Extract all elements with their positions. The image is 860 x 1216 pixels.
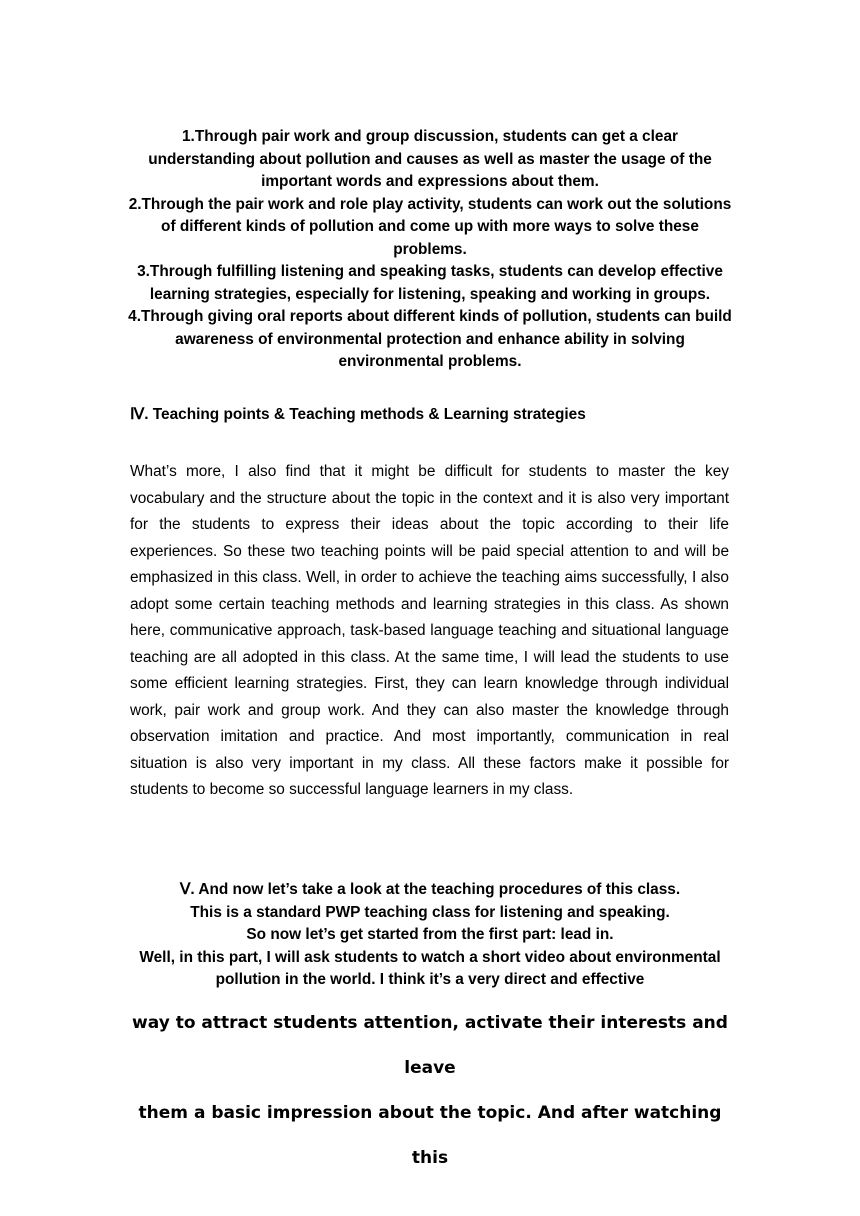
teaching-aim-4: 4.Through giving oral reports about different kinds of pollution, students can build awareness of environmental protection and enhance ability in solving environmental problems. [128,308,732,370]
section-5-continuation [128,1001,732,1181]
section-5-intro [128,879,732,992]
section-4-heading: Ⅳ. Teaching points & Teaching methods & Learning strategies [130,406,586,423]
teaching-aim-1: 1.Through pair work and group discussion, students can get a clear understanding about pollution and causes as well as master the usage of the important words and expressions about them. [148,128,712,190]
teaching-aims-list [128,126,732,374]
section-5-line-3: So now let’s get started from the first part: lead in. [246,926,614,943]
section-5-large-line-2: them a basic impression about the topic. And after watching this [138,1103,722,1168]
teaching-aim-3: 3.Through fulfilling listening and speaking tasks, students can develop effective learning strategies, especially for listening, speaking and working in groups. [137,263,723,303]
teaching-aim-2: 2.Through the pair work and role play activity, students can work out the solutions of different kinds of pollution and come up with more ways to solve these problems. [128,195,732,258]
section-5-line-4: Well, in this part, I will ask students to watch a short video about environmental pollution in the world. I think it’s a very direct and effective [139,948,721,988]
section-5-large-line-1: way to attract students attention, activate their interests and leave [132,1013,728,1078]
section-5-line-1: Ⅴ. And now let’s take a look at the teaching procedures of this class. [179,881,681,898]
section-5-line-2: This is a standard PWP teaching class for listening and speaking. [190,903,670,921]
section-4-paragraph: What’s more, I also find that it might be difficult for students to master the key vocabulary and the structure about the topic in the context and it is also very important for the students to express their ideas about the topic according to their life experiences. So these two teaching points will be paid special attention to and will be emphasized in this class. Well, in order to achieve the teaching aims successfully, I also adopt some certain teaching methods and learning strategies in this class. As shown here, communicative approach, task-based language teaching and situational language teaching are all adopted in this class. At the same time, I will lead the students to use some efficient learning strategies. First, they can learn knowledge through individual work, pair work and group work. And they can also master the knowledge through observation imitation and practice. And most importantly, communication in real situation is also very important in my class. All these factors make it possible for students to become so successful language learners in my class. [130,463,729,798]
